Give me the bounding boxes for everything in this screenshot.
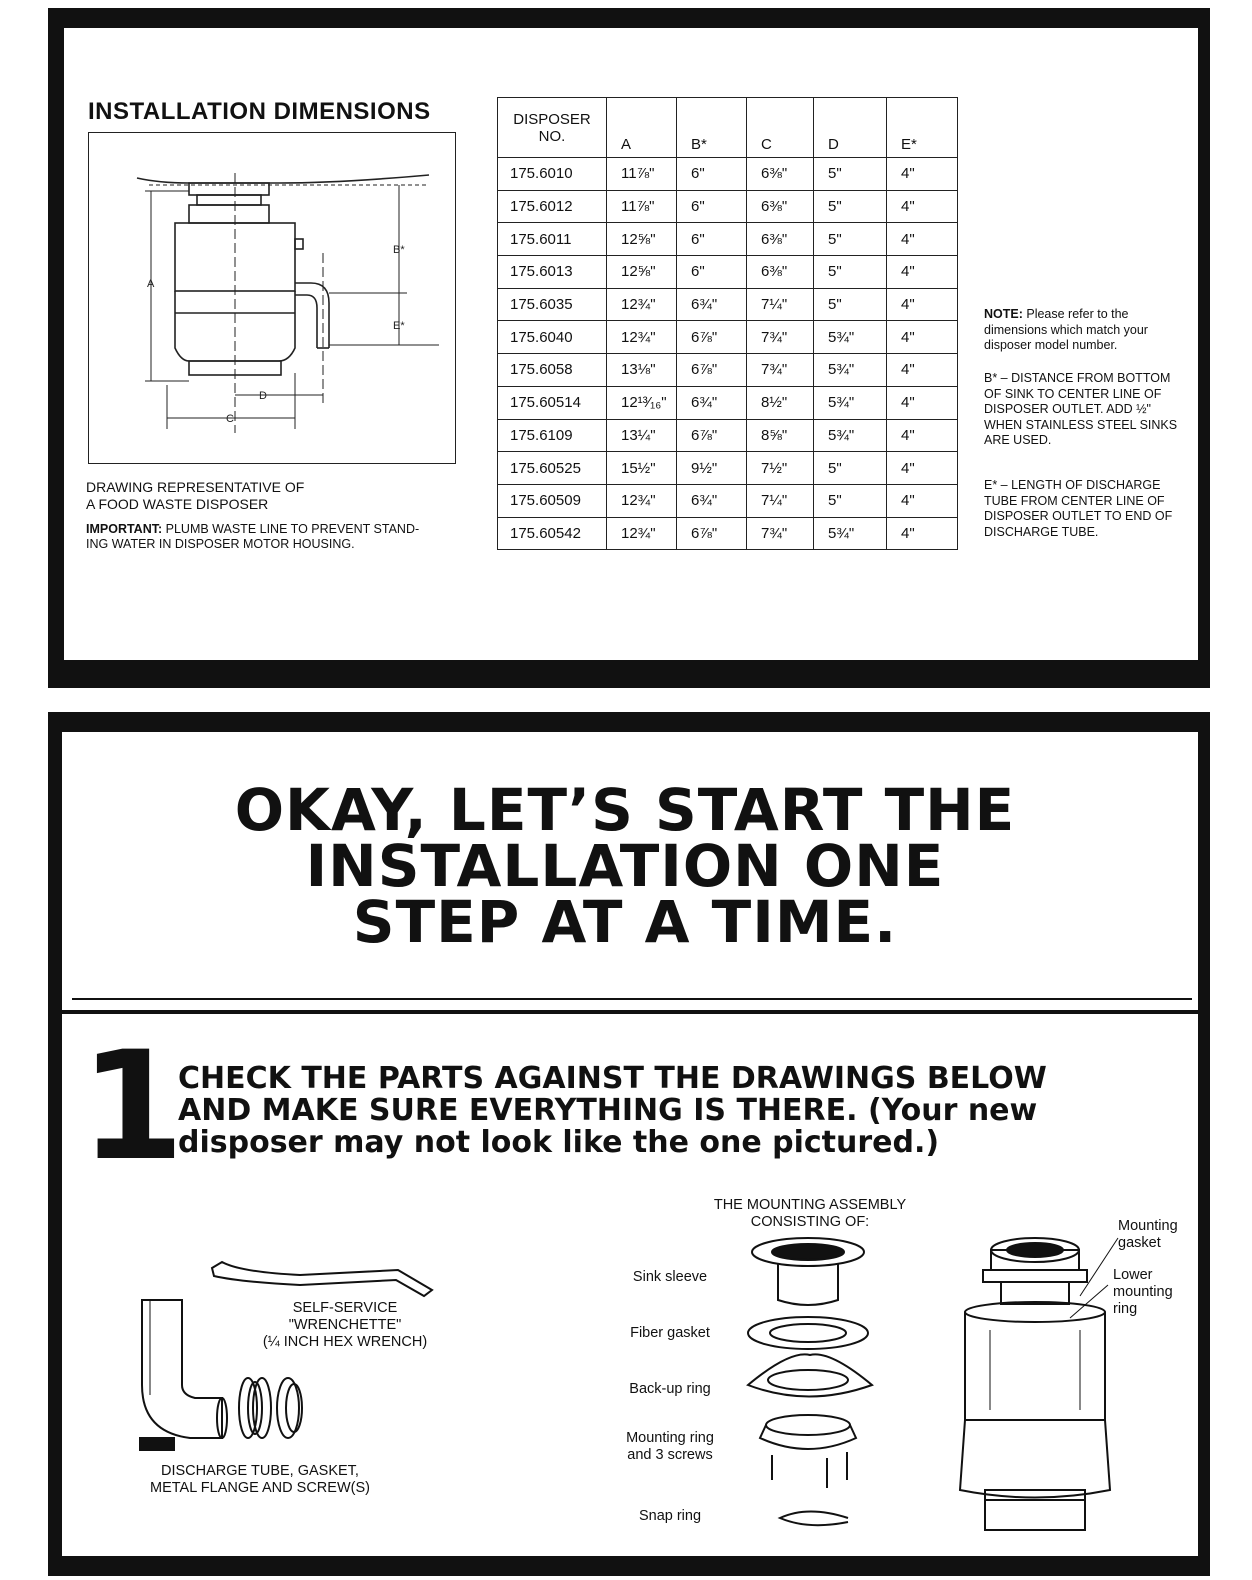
section-divider-bar xyxy=(48,660,1210,688)
table-row xyxy=(498,223,958,256)
dim-d-label: D xyxy=(259,390,267,402)
cell-a: 12¾" xyxy=(607,321,677,354)
header-c: C xyxy=(747,98,814,158)
cell-e: 4" xyxy=(887,288,958,321)
lower-mounting-ring-label: Lower mounting ring xyxy=(1113,1267,1173,1317)
headline xyxy=(150,776,1100,956)
cell-e: 4" xyxy=(887,386,958,419)
table-row xyxy=(498,419,958,452)
cell-d: 5" xyxy=(814,452,887,485)
cell-a: 11⅞" xyxy=(607,190,677,223)
table-row xyxy=(498,354,958,387)
headline-line: INSTALLATION ONE xyxy=(305,832,945,900)
mounting-gasket-label: Mounting gasket xyxy=(1118,1218,1178,1251)
cell-a: 13¼" xyxy=(607,419,677,452)
cell-b: 6" xyxy=(677,190,747,223)
wrench-icon xyxy=(212,1262,432,1296)
cell-b: 6" xyxy=(677,223,747,256)
headline-line: STEP AT A TIME. xyxy=(352,888,898,956)
cell-c: 7¼" xyxy=(747,288,814,321)
cell-e: 4" xyxy=(887,419,958,452)
cell-model: 175.60525 xyxy=(498,452,607,485)
cell-a: 12¾" xyxy=(607,517,677,550)
step-line: AND MAKE SURE EVERYTHING IS THERE. (Your new xyxy=(178,1093,1038,1128)
figure-caption xyxy=(86,479,456,513)
headline-rule xyxy=(72,998,1192,1000)
disposer-unit-icon xyxy=(960,1238,1110,1530)
cell-model: 175.60509 xyxy=(498,484,607,517)
cell-model: 175.6012 xyxy=(498,190,607,223)
cell-b: 6⅞" xyxy=(677,419,747,452)
cell-model: 175.60514 xyxy=(498,386,607,419)
backup-ring-icon xyxy=(748,1354,872,1396)
cell-e: 4" xyxy=(887,321,958,354)
important-text: ING WATER IN DISPOSER MOTOR HOUSING. xyxy=(86,537,355,551)
section-title: INSTALLATION DIMENSIONS xyxy=(88,98,431,125)
wrench-label: SELF-SERVICE "WRENCHETTE" (¼ INCH HEX WRENCH) xyxy=(262,1300,428,1350)
cell-b: 6" xyxy=(677,158,747,191)
cell-e: 4" xyxy=(887,354,958,387)
header-d: D xyxy=(814,98,887,158)
cell-d: 5¾" xyxy=(814,419,887,452)
cell-a: 12⅝" xyxy=(607,256,677,289)
important-text: PLUMB WASTE LINE TO PREVENT STAND- xyxy=(162,522,420,536)
cell-a: 11⅞" xyxy=(607,158,677,191)
cell-c: 6⅜" xyxy=(747,256,814,289)
header-b: B* xyxy=(677,98,747,158)
right-border-bottom xyxy=(1198,712,1210,1572)
cell-a: 15½" xyxy=(607,452,677,485)
cell-c: 7½" xyxy=(747,452,814,485)
mounting-ring-icon xyxy=(760,1415,856,1488)
cell-d: 5" xyxy=(814,256,887,289)
right-border-top xyxy=(1198,8,1210,688)
discharge-tube-label: DISCHARGE TUBE, GASKET, METAL FLANGE AND SCREW(S) xyxy=(150,1463,370,1496)
cell-a: 12⅝" xyxy=(607,223,677,256)
tube-rings-icon xyxy=(239,1378,302,1438)
important-note xyxy=(86,522,466,552)
b-note: B* – DISTANCE FROM BOTTOM OF SINK TO CENTER LINE OF DISPOSER OUTLET. ADD ½" WHEN STAINLESS STEEL SINKS ARE USED. xyxy=(984,371,1178,447)
cell-c: 8½" xyxy=(747,386,814,419)
table-header-row xyxy=(498,98,958,158)
caption-line: DRAWING REPRESENTATIVE OF xyxy=(86,479,305,495)
cell-model: 175.6109 xyxy=(498,419,607,452)
header-a: A xyxy=(607,98,677,158)
dim-c-label: C xyxy=(226,413,234,425)
dimensions-table xyxy=(497,97,958,550)
disposer-dimension-figure xyxy=(88,132,456,464)
cell-b: 6" xyxy=(677,256,747,289)
top-border xyxy=(48,8,1208,28)
cell-d: 5¾" xyxy=(814,354,887,387)
dim-b-label: B* xyxy=(393,244,405,256)
cell-a: 12¹³⁄₁₆" xyxy=(607,386,677,419)
cell-b: 9½" xyxy=(677,452,747,485)
cell-c: 7¼" xyxy=(747,484,814,517)
table-row xyxy=(498,288,958,321)
left-border-bottom xyxy=(48,712,62,1572)
table-row xyxy=(498,517,958,550)
cell-a: 12¾" xyxy=(607,484,677,517)
cell-model: 175.6013 xyxy=(498,256,607,289)
cell-model: 175.60542 xyxy=(498,517,607,550)
cell-c: 6⅜" xyxy=(747,223,814,256)
cell-c: 6⅜" xyxy=(747,158,814,191)
fiber-gasket-icon xyxy=(748,1317,868,1349)
cell-model: 175.6011 xyxy=(498,223,607,256)
step-number: 1 xyxy=(80,1020,185,1194)
headline-line: OKAY, LET’S START THE xyxy=(234,776,1016,844)
cell-d: 5" xyxy=(814,190,887,223)
cell-d: 5¾" xyxy=(814,386,887,419)
cell-model: 175.6040 xyxy=(498,321,607,354)
bottom-border xyxy=(48,1556,1210,1576)
cell-e: 4" xyxy=(887,190,958,223)
fiber-gasket-label: Fiber gasket xyxy=(630,1325,710,1341)
snap-ring-label: Snap ring xyxy=(638,1508,702,1524)
middle-top-bar xyxy=(48,712,1208,732)
disposer-outline-icon xyxy=(89,133,455,463)
step-line: CHECK THE PARTS AGAINST THE DRAWINGS BELOW xyxy=(178,1061,1047,1096)
cell-c: 8⅝" xyxy=(747,419,814,452)
cell-e: 4" xyxy=(887,484,958,517)
cell-model: 175.6035 xyxy=(498,288,607,321)
sink-sleeve-label: Sink sleeve xyxy=(632,1269,708,1285)
cell-e: 4" xyxy=(887,517,958,550)
cell-b: 6⅞" xyxy=(677,517,747,550)
table-row xyxy=(498,484,958,517)
table-row xyxy=(498,256,958,289)
cell-b: 6¾" xyxy=(677,386,747,419)
step-instructions xyxy=(178,1063,1138,1159)
cell-d: 5" xyxy=(814,223,887,256)
cell-b: 6⅞" xyxy=(677,354,747,387)
discharge-tube-icon xyxy=(142,1300,222,1438)
note-text: NOTE: Please refer to the dimensions which match your disposer model number. xyxy=(984,307,1148,352)
step-rule xyxy=(62,1010,1198,1014)
table-row xyxy=(498,386,958,419)
cell-b: 6¾" xyxy=(677,484,747,517)
step-line: disposer may not look like the one pictured.) xyxy=(178,1125,940,1160)
cell-d: 5¾" xyxy=(814,517,887,550)
cell-a: 12¾" xyxy=(607,288,677,321)
cell-model: 175.6058 xyxy=(498,354,607,387)
cell-b: 6⅞" xyxy=(677,321,747,354)
cell-b: 6¾" xyxy=(677,288,747,321)
dim-e-label: E* xyxy=(393,320,405,332)
mounting-ring-label: Mounting ring and 3 screws xyxy=(626,1430,714,1463)
table-row xyxy=(498,190,958,223)
mounting-assembly-title: THE MOUNTING ASSEMBLY CONSISTING OF: xyxy=(713,1197,907,1230)
cell-e: 4" xyxy=(887,452,958,485)
cell-d: 5¾" xyxy=(814,321,887,354)
cell-e: 4" xyxy=(887,223,958,256)
important-label: IMPORTANT: xyxy=(86,522,163,536)
table-row xyxy=(498,158,958,191)
cell-c: 7¾" xyxy=(747,354,814,387)
snap-ring-icon xyxy=(780,1512,848,1526)
cell-c: 6⅜" xyxy=(747,190,814,223)
e-note: E* – LENGTH OF DISCHARGE TUBE FROM CENTER LINE OF DISPOSER OUTLET TO END OF DISCHARGE TUBE. xyxy=(984,478,1173,539)
table-row xyxy=(498,321,958,354)
caption-line: A FOOD WASTE DISPOSER xyxy=(86,496,269,512)
table-row xyxy=(498,452,958,485)
cell-d: 5" xyxy=(814,158,887,191)
cell-e: 4" xyxy=(887,158,958,191)
sink-sleeve-icon xyxy=(752,1238,864,1305)
cell-d: 5" xyxy=(814,484,887,517)
header-e: E* xyxy=(887,98,958,158)
cell-a: 13⅛" xyxy=(607,354,677,387)
cell-d: 5" xyxy=(814,288,887,321)
cell-c: 7¾" xyxy=(747,517,814,550)
dim-a-label: A xyxy=(147,278,155,290)
cell-e: 4" xyxy=(887,256,958,289)
backup-ring-label: Back-up ring xyxy=(629,1381,711,1397)
cell-model: 175.6010 xyxy=(498,158,607,191)
cell-c: 7¾" xyxy=(747,321,814,354)
left-border-top xyxy=(48,8,64,688)
header-model: DISPOSER NO. xyxy=(498,98,607,158)
